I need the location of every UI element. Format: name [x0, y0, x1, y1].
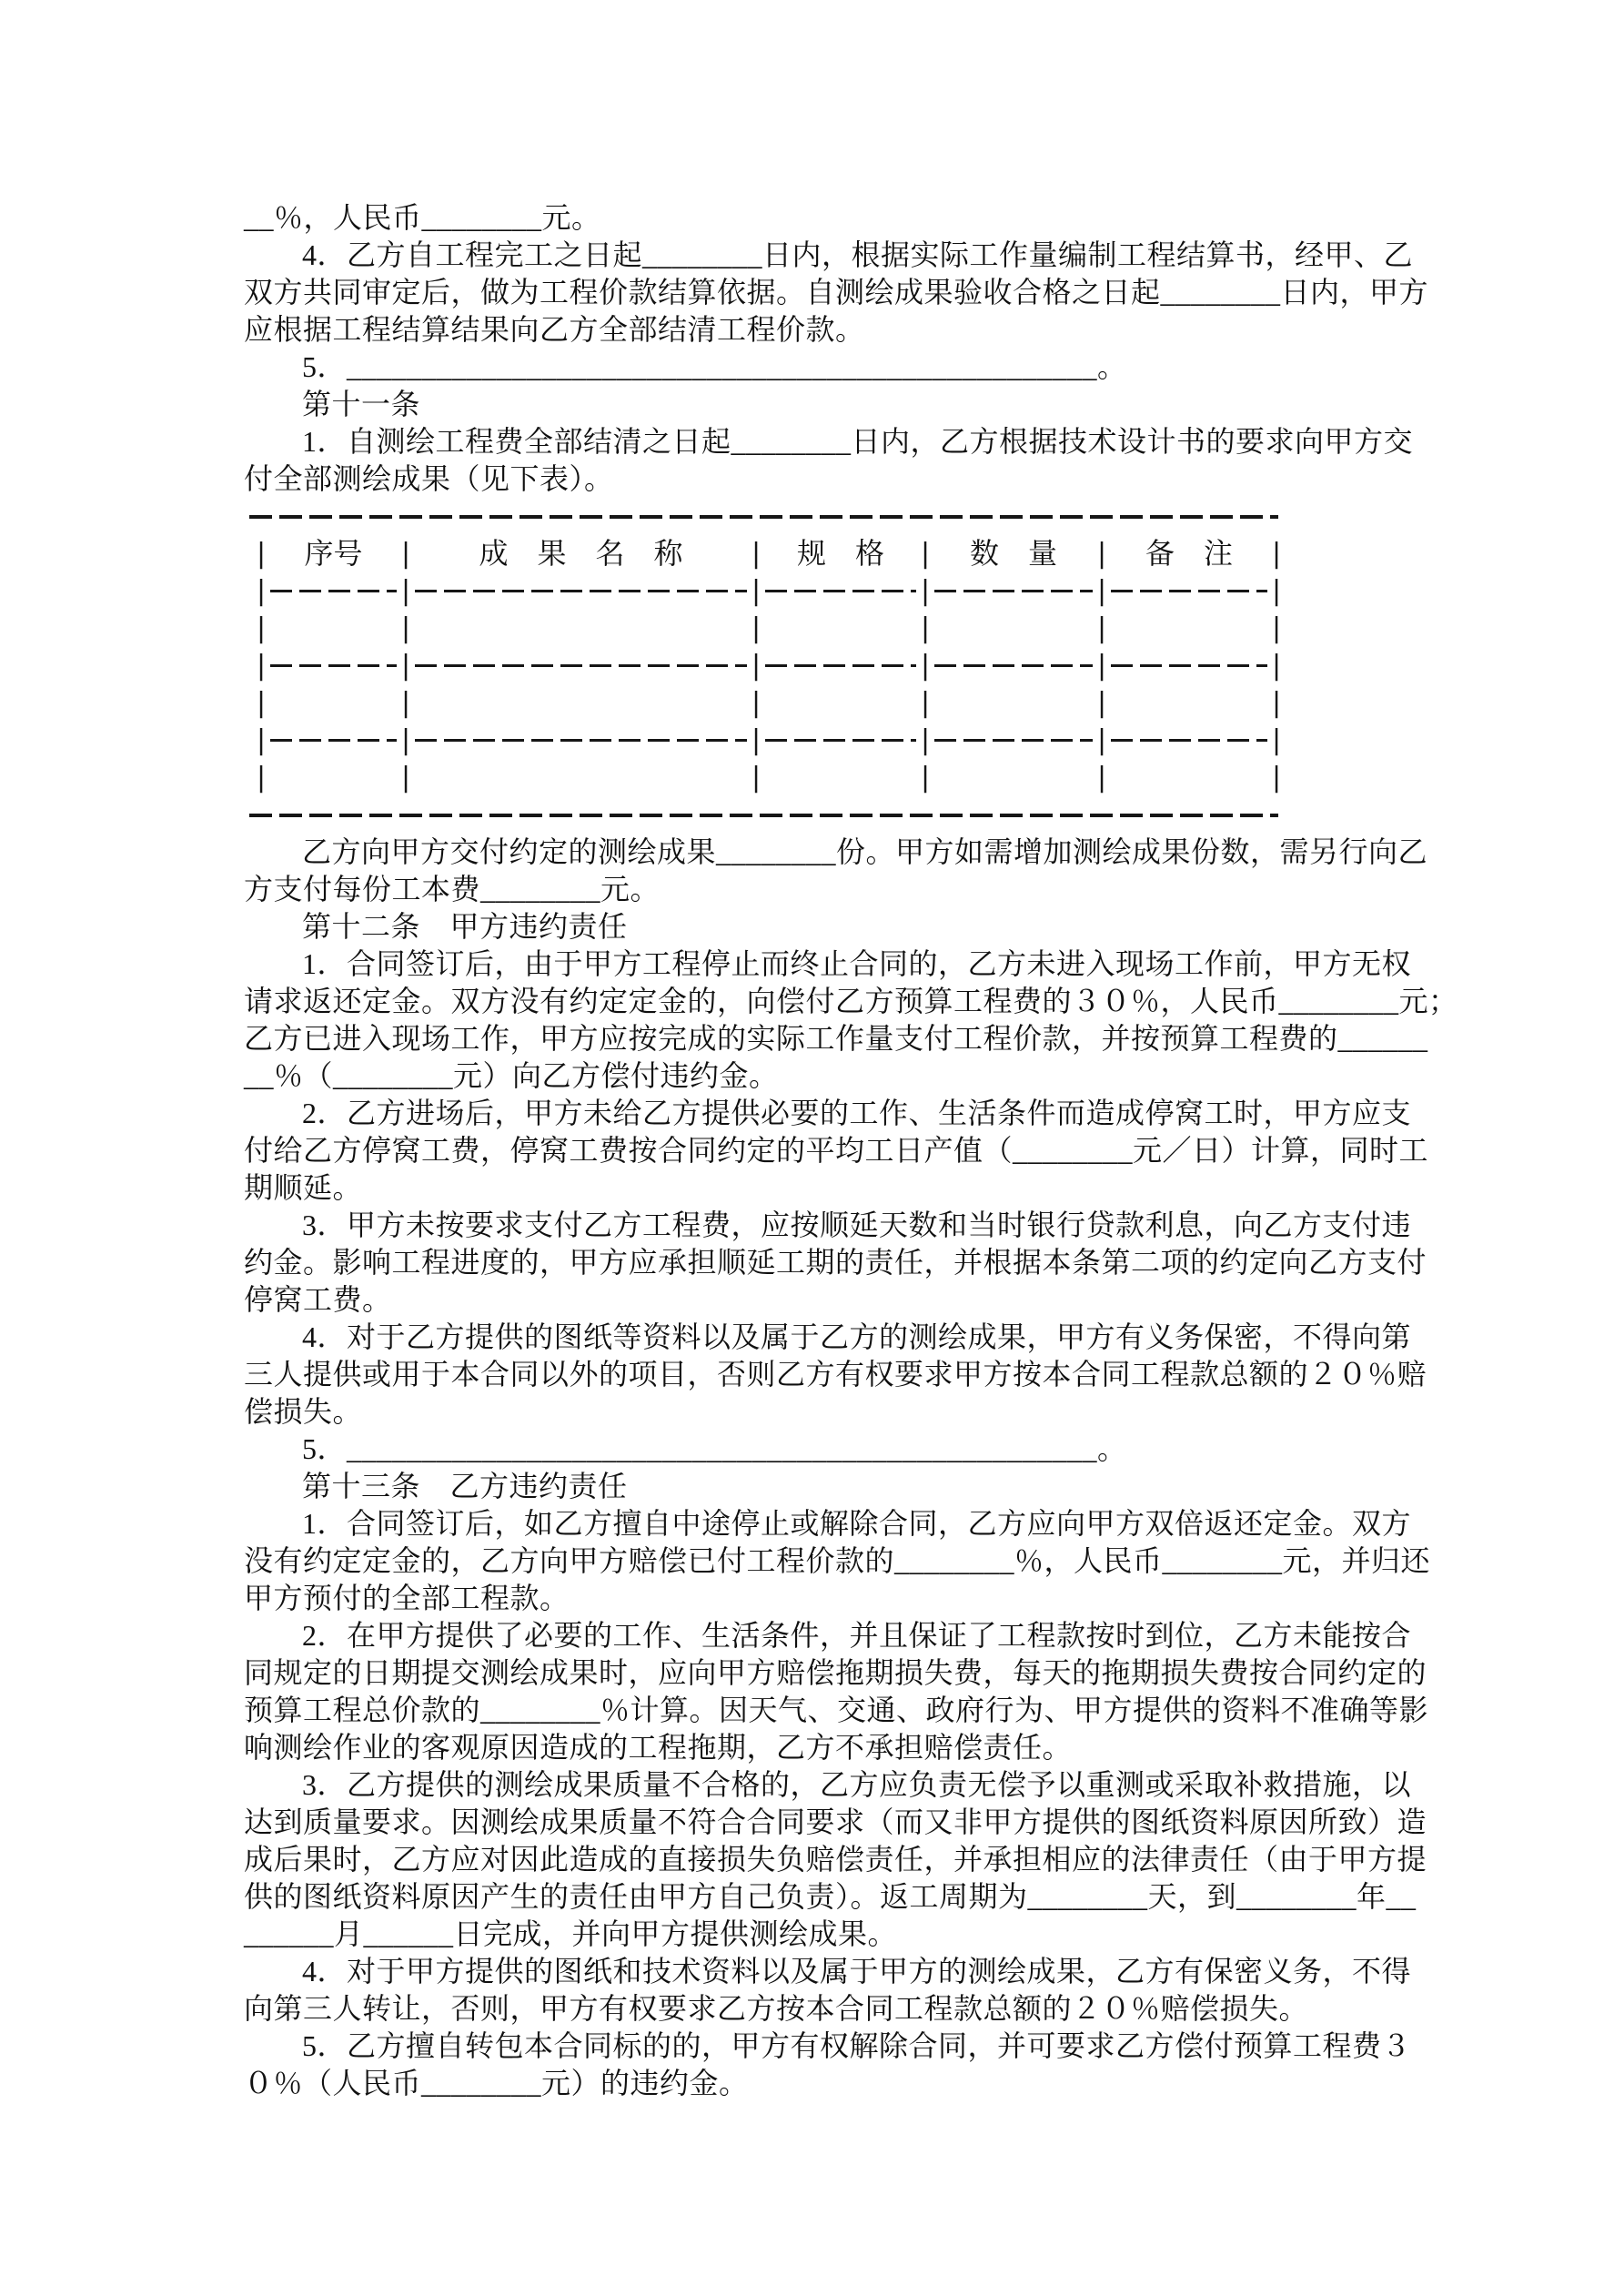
text-line: 停窝工费。: [244, 1283, 392, 1316]
text-line: 5．__________________________________________________。: [302, 350, 1127, 383]
text-line: 付给乙方停窝工费，停窝工费按合同约定的平均工日产值（________元／日）计算，同时工: [244, 1134, 1429, 1167]
dashed-rule: [415, 739, 747, 742]
table-pipe: |: [920, 538, 931, 570]
table-pipe: |: [1271, 650, 1282, 682]
text-line: 响测绘作业的客观原因造成的工程拖期，乙方不承担赔偿责任。: [244, 1731, 1073, 1764]
paragraphs-bottom: [244, 834, 1458, 2102]
table-pipe: |: [920, 724, 931, 756]
table-pipe: |: [400, 687, 411, 719]
table-pipe: |: [1271, 538, 1282, 570]
table-separator-row: [249, 572, 1282, 610]
table-row: [249, 759, 1282, 796]
text-line: 3．甲方未按要求支付乙方工程费，应按顺延天数和当时银行贷款利息，向乙方支付违: [302, 1209, 1412, 1241]
dashed-rule: [415, 590, 747, 592]
table-pipe: |: [751, 762, 762, 794]
table-header-row: [249, 535, 1282, 572]
table-pipe: |: [400, 612, 411, 644]
table-pipe: |: [1271, 575, 1282, 607]
dashed-rule: [415, 664, 747, 667]
text-line: 4．乙方自工程完工之日起________日内，根据实际工作量编制工程结算书，经甲、乙: [302, 238, 1414, 271]
dashed-rule: [934, 590, 1093, 592]
column-header-seq: 序号: [304, 537, 363, 570]
table-pipe: |: [1271, 724, 1282, 756]
table-pipe: |: [256, 575, 267, 607]
column-header-qty: 数 量: [969, 537, 1057, 570]
table-pipe: |: [1096, 538, 1107, 570]
table-pipe: |: [920, 762, 931, 794]
table-pipe: |: [751, 724, 762, 756]
text-line: __％，人民币________元。: [244, 201, 601, 234]
table-pipe: |: [920, 612, 931, 644]
text-line: ０％（人民币________元）的违约金。: [244, 2067, 749, 2099]
text-line: 请求返还定金。双方没有约定定金的，向偿付乙方预算工程费的３０％，人民币________元；: [244, 985, 1458, 1017]
text-line: 5．__________________________________________________。: [302, 1432, 1127, 1465]
table-pipe: |: [1271, 762, 1282, 794]
text-line: 应根据工程结算结果向乙方全部结清工程价款。: [244, 313, 865, 346]
text-line: 1．合同签订后，如乙方擅自中途停止或解除合同，乙方应向甲方双倍返还定金。双方: [302, 1507, 1412, 1540]
text-line: 供的图纸资料原因产生的责任由甲方自己负责）。返工周期为________天，到________年__: [244, 1880, 1417, 1913]
dashed-rule: [765, 590, 916, 592]
table-pipe: |: [400, 650, 411, 682]
text-line: 成后果时，乙方应对因此造成的直接损失负赔偿责任，并承担相应的法律责任（由于甲方提: [244, 1843, 1427, 1876]
text-line: 1．合同签订后，由于甲方工程停止而终止合同的，乙方未进入现场工作前，甲方无权: [302, 947, 1412, 980]
dashed-rule: [765, 664, 916, 667]
dashed-rule: [1111, 664, 1267, 667]
table-pipe: |: [256, 687, 267, 719]
text-line: 三人提供或用于本合同以外的项目，否则乙方有权要求甲方按本合同工程款总额的２０％赔: [244, 1358, 1427, 1391]
text-line: __％（________元）向乙方偿付违约金。: [244, 1059, 779, 1092]
table-pipe: |: [1271, 612, 1282, 644]
column-header-result: 成 果 名 称: [479, 537, 683, 570]
deliverables-table: [249, 498, 1282, 834]
dashed-rule: [934, 664, 1093, 667]
text-line: 预算工程总价款的________％计算。因天气、交通、政府行为、甲方提供的资料不准确等影: [244, 1694, 1429, 1726]
dashed-rule: [270, 590, 397, 592]
table-pipe: |: [256, 724, 267, 756]
table-bottom-border: [249, 796, 1278, 834]
text-line: 3．乙方提供的测绘成果质量不合格的，乙方应负责无偿予以重测或采取补救措施，以: [302, 1768, 1412, 1801]
text-line: 约金。影响工程进度的，甲方应承担顺延工期的责任，并根据本条第二项的约定向乙方支付: [244, 1246, 1427, 1279]
table-pipe: |: [400, 538, 411, 570]
table-pipe: |: [920, 575, 931, 607]
table-pipe: |: [1096, 612, 1107, 644]
text-line: 同规定的日期提交测绘成果时，应向甲方赔偿拖期损失费，每天的拖期损失费按合同约定的: [244, 1656, 1427, 1689]
table-pipe: |: [1096, 724, 1107, 756]
paragraphs-top: [244, 199, 1445, 498]
table-pipe: |: [920, 687, 931, 719]
table-pipe: |: [751, 612, 762, 644]
text-line: 第十一条: [302, 388, 421, 420]
text-line: 2．乙方进场后，甲方未给乙方提供必要的工作、生活条件而造成停窝工时，甲方应支: [302, 1097, 1412, 1129]
table-pipe: |: [1271, 687, 1282, 719]
text-line: 乙方已进入现场工作，甲方应按完成的实际工作量支付工程价款，并按预算工程费的______: [244, 1022, 1428, 1055]
table-pipe: |: [256, 612, 267, 644]
text-line: 没有约定定金的，乙方向甲方赔偿已付工程价款的________％，人民币________元，并归还: [244, 1544, 1431, 1577]
table-pipe: |: [400, 724, 411, 756]
dashed-rule: [1111, 590, 1267, 592]
text-line: 4．对于乙方提供的图纸等资料以及属于乙方的测绘成果，甲方有义务保密，不得向第: [302, 1320, 1412, 1353]
table-row: [249, 610, 1282, 647]
text-line: ______月______日完成，并向甲方提供测绘成果。: [244, 1917, 898, 1950]
table-pipe: |: [400, 575, 411, 607]
table-pipe: |: [751, 650, 762, 682]
text-line: 方支付每份工本费________元。: [244, 873, 661, 905]
document-body: [244, 199, 1458, 2102]
column-header-spec: 规 格: [796, 537, 884, 570]
text-line: 4．对于甲方提供的图纸和技术资料以及属于甲方的测绘成果，乙方有保密义务，不得: [302, 1955, 1412, 1988]
text-line: 双方共同审定后，做为工程价款结算依据。自测绘成果验收合格之日起________日内，甲方: [244, 276, 1429, 308]
table-pipe: |: [1096, 575, 1107, 607]
table-top-border: [249, 498, 1278, 535]
table-separator-row: [249, 722, 1282, 759]
text-line: 期顺延。: [244, 1171, 363, 1204]
table-pipe: |: [751, 575, 762, 607]
text-line: 甲方预付的全部工程款。: [244, 1582, 570, 1614]
table-pipe: |: [920, 650, 931, 682]
table-pipe: |: [751, 687, 762, 719]
text-line: 付全部测绘成果（见下表）。: [244, 462, 614, 495]
text-line: 2．在甲方提供了必要的工作、生活条件，并且保证了工程款按时到位，乙方未能按合: [302, 1619, 1412, 1652]
text-line: 偿损失。: [244, 1395, 363, 1428]
dashed-rule: [270, 664, 397, 667]
table-row: [249, 684, 1282, 722]
table-pipe: |: [256, 538, 267, 570]
text-line: 1．自测绘工程费全部结清之日起________日内，乙方根据技术设计书的要求向甲方交: [302, 425, 1414, 458]
table-pipe: |: [751, 538, 762, 570]
dashed-rule: [765, 739, 916, 742]
dashed-rule: [270, 739, 397, 742]
text-line: 第十二条 甲方违约责任: [302, 910, 628, 943]
table-separator-row: [249, 647, 1282, 684]
table-pipe: |: [1096, 762, 1107, 794]
dashed-rule: [1111, 739, 1267, 742]
dashed-rule: [934, 739, 1093, 742]
table-pipe: |: [256, 762, 267, 794]
text-line: 5．乙方擅自转包本合同标的的，甲方有权解除合同，并可要求乙方偿付预算工程费３: [302, 2029, 1412, 2062]
table-pipe: |: [1096, 650, 1107, 682]
text-line: 向第三人转让，否则，甲方有权要求乙方按本合同工程款总额的２０％赔偿损失。: [244, 1992, 1309, 2025]
text-line: 达到质量要求。因测绘成果质量不符合合同要求（而又非甲方提供的图纸资料原因所致）造: [244, 1805, 1427, 1838]
column-header-note: 备 注: [1145, 537, 1233, 570]
table-pipe: |: [1096, 687, 1107, 719]
table-pipe: |: [256, 650, 267, 682]
table-pipe: |: [400, 762, 411, 794]
text-line: 乙方向甲方交付约定的测绘成果________份。甲方如需增加测绘成果份数，需另行向乙: [302, 835, 1428, 868]
text-line: 第十三条 乙方违约责任: [302, 1470, 628, 1502]
